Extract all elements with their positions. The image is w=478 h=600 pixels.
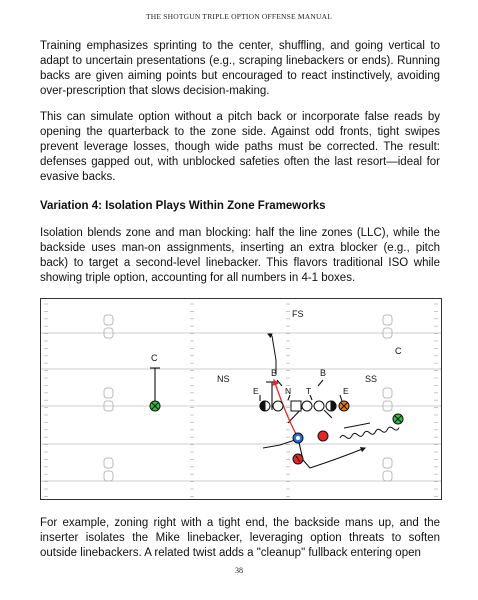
label-end-left: E — [253, 386, 259, 396]
paragraph-isolation: Isolation blends zone and man blocking: half the line zones (LLC), while the backside uses man-on assignments, inserting an extra blocker (e.g., pitch back) to target a second-level linebacker. This flavors traditional ISO while showing triple option, accounting for all numbers in 4-1 boxes. — [40, 227, 440, 284]
paragraph-training: Training emphasizes sprinting to the center, shuffling, and going vertical to adapt to uncertain presentations (e.g., scraping linebackers or ends). Running backs are given aiming points but encouraged to react instinctively, avoiding over-prescription that slows decision-making. — [40, 40, 440, 97]
label-corner-left: C — [151, 353, 158, 363]
page-number: 38 — [235, 566, 243, 575]
play-diagram — [40, 298, 442, 500]
label-linebacker-right: B — [320, 368, 327, 378]
label-tackle: T — [306, 386, 312, 396]
label-linebacker-left: B — [271, 368, 278, 378]
paragraph-example: For example, zoning right with a tight end, the backside mans up, and the inserter isolates the Mike linebacker, leveraging option threats to soften outside linebackers. A related twist adds a "cleanup" fullback entering open — [40, 517, 440, 559]
paragraph-simulate-option: This can simulate option without a pitch back or incorporate false reads by opening the quarterback to the zone side. Against odd fronts, tight swipes prevent leverage losses, though wide paths must be corrected. The result: defenses gapped out, with unblocked safeties often the last resort—ideal for evasive backs. — [40, 111, 440, 183]
label-nose: N — [285, 386, 292, 396]
label-corner-right: C — [395, 346, 402, 356]
section-heading: Variation 4: Isolation Plays Within Zone Frameworks — [40, 200, 326, 212]
field-border — [41, 299, 442, 500]
label-nickel-safety: NS — [217, 374, 230, 384]
label-strong-safety: SS — [365, 374, 378, 384]
running-header: THE SHOTGUN TRIPLE OPTION OFFENSE MANUAL — [146, 12, 332, 21]
label-free-safety: FS — [292, 309, 304, 319]
label-end-right: E — [343, 386, 349, 396]
